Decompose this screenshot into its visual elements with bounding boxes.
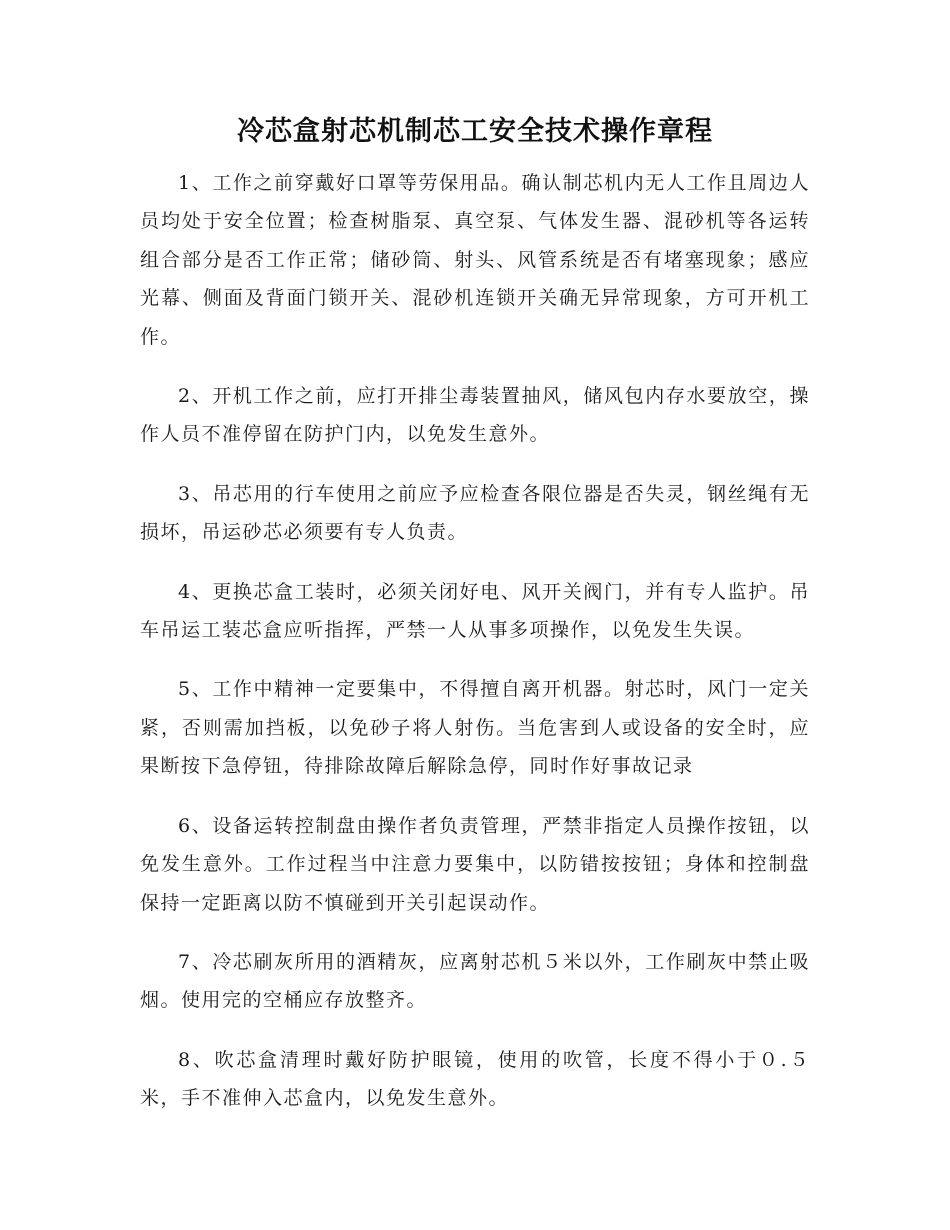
paragraph-2: 2、开机工作之前，应打开排尘毒装置抽风，储风包内存水要放空，操作人员不准停留在防护门内，以免发生意外。 xyxy=(140,385,810,446)
paragraph-6: 6、设备运转控制盘由操作者负责管理，严禁非指定人员操作按钮，以免发生意外。工作过程当中注意力要集中，以防错按按钮；身体和控制盘保持一定距离以防不慎碰到开关引起误动作。 xyxy=(140,814,810,914)
document-title: 冷芯盒射芯机制芯工安全技术操作章程 xyxy=(237,116,713,147)
paragraph-7: 7、冷芯刷灰所用的酒精灰，应离射芯机５米以外，工作刷灰中禁止吸烟。使用完的空桶应存放整齐。 xyxy=(140,950,810,1012)
paragraph-1: 1、工作之前穿戴好口罩等劳保用品。确认制芯机内无人工作且周边人员均处于安全位置；检查树脂泵、真空泵、气体发生器、混砂机等各运转组合部分是否工作正常；储砂筒、射头、风管系统是否有堵塞现象；感应光幕、侧面及背面门锁开关、混砂机连锁开关确无异常现象，方可开机工作。 xyxy=(140,172,810,348)
paragraph-8: 8、吹芯盒清理时戴好防护眼镜，使用的吹管，长度不得小于０.５米，手不准伸入芯盒内，以免发生意外。 xyxy=(140,1048,810,1110)
paragraph-3: 3、吊芯用的行车使用之前应予应检查各限位器是否失灵，钢丝绳有无损坏，吊运砂芯必须要有专人负责。 xyxy=(140,482,810,544)
paragraph-5: 5、工作中精神一定要集中，不得擅自离开机器。射芯时，风门一定关紧，否则需加挡板，以免砂子将人射伤。当危害到人或设备的安全时，应果断按下急停钮，待排除故障后解除急停，同时作好事故记录 xyxy=(140,678,810,778)
paragraph-4: 4、更换芯盒工装时，必须关闭好电、风开关阀门，并有专人监护。吊车吊运工装芯盒应听指挥，严禁一人从事多项操作，以免发生失误。 xyxy=(140,580,810,642)
